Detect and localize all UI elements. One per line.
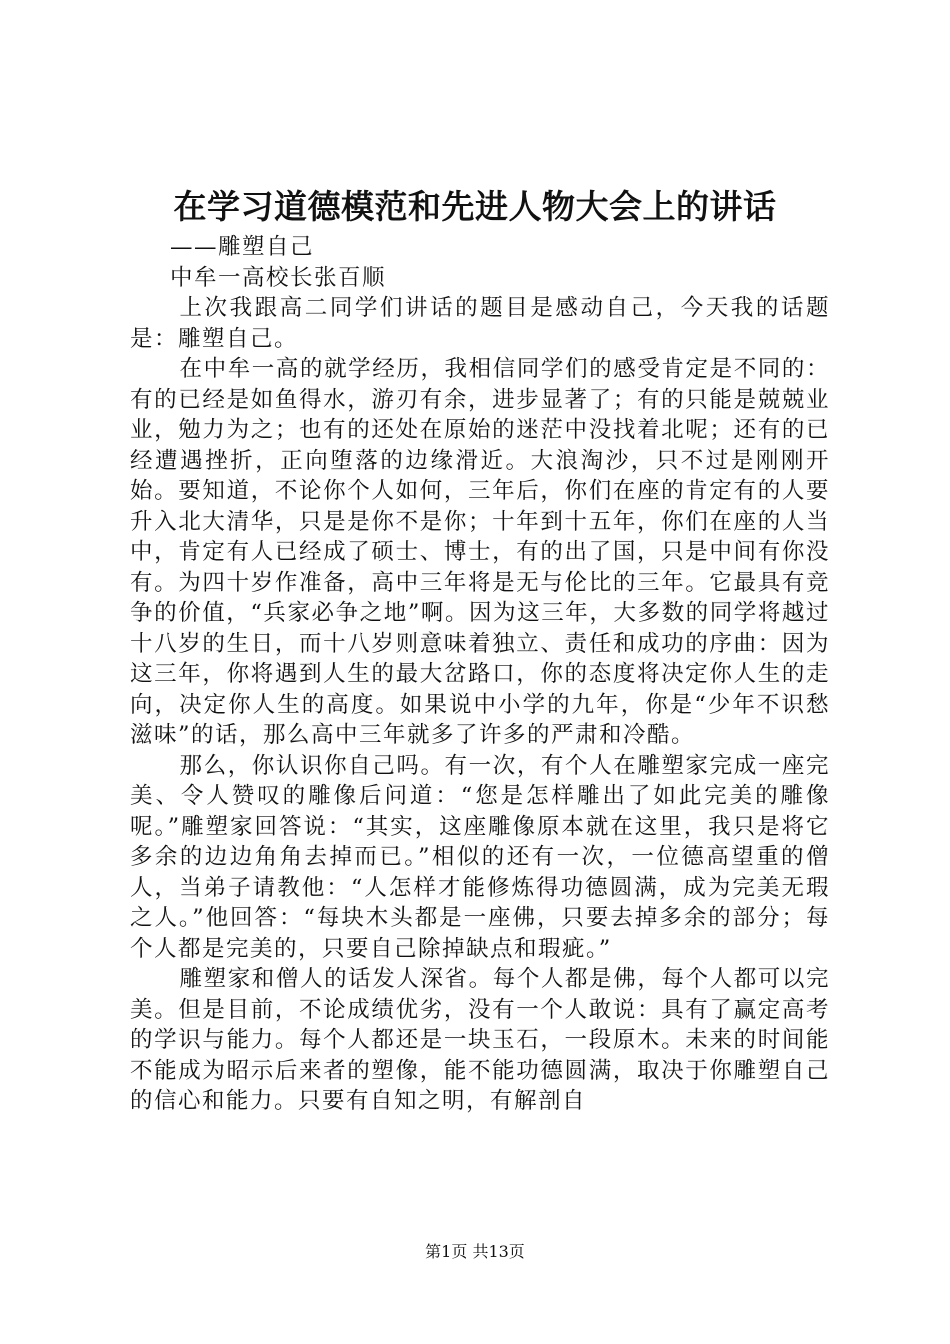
paragraph-4: 雕塑家和僧人的话发人深省。每个人都是佛，每个人都可以完美。但是目前，不论成绩优劣，没有一个人敢说：具有了赢定高考的学识与能力。每个人都还是一块玉石，一段原木。未来的时间能不能成为昭示后来者的塑像，能不能功德圆满，取决于你雕塑自己的信心和能力。只要有自知之明，有解剖自	[130, 966, 830, 1114]
document-body	[130, 232, 830, 1117]
author-line: 中牟一高校长张百顺	[170, 264, 387, 291]
page-footer: 第1页 共13页	[425, 1242, 525, 1261]
document-title: 在学习道德模范和先进人物大会上的讲话	[173, 187, 777, 226]
paragraph-3: 那么，你认识你自己吗。有一次，有个人在雕塑家完成一座完美、令人赞叹的雕像后问道：“您是怎样雕出了如此完美的雕像呢。”雕塑家回答说：“其实，这座雕像原本就在这里，我只是将它多余的边边角角去掉而已。”相似的还有一次，一位德高望重的僧人，当弟子请教他：“人怎样才能修炼得功德圆满，成为完美无瑕之人。”他回答：“每块木头都是一座佛，只要去掉多余的部分；每个人都是完美的，只要自己除掉缺点和瑕疵。”	[130, 752, 830, 962]
subtitle: ——雕塑自己	[170, 234, 315, 260]
paragraph-1: 上次我跟高二同学们讲话的题目是感动自己，今天我的话题是：雕塑自己。	[130, 295, 830, 352]
paragraph-2: 在中牟一高的就学经历，我相信同学们的感受肯定是不同的：有的已经是如鱼得水，游刃有余，进步显著了；有的只能是兢兢业业，勉力为之；也有的还处在原始的迷茫中没找着北呢；还有的已经遭遇挫折，正向堕落的边缘滑近。大浪淘沙，只不过是刚刚开始。要知道，不论你个人如何，三年后，你们在座的肯定有的人要升入北大清华，只是是你不是你；十年到十五年，你们在座的人当中，肯定有人已经成了硕士、博士，有的出了国，只是中间有你没有。为四十岁作准备，高中三年将是无与伦比的三年。它最具有竞争的价值，“兵家必争之地”啊。因为这三年，大多数的同学将越过十八岁的生日，而十八岁则意味着独立、责任和成功的序曲：因为这三年，你将遇到人生的最大岔路口，你的态度将决定你人生的走向，决定你人生的高度。如果说中小学的九年，你是“少年不识愁滋味”的话，那么高中三年就多了许多的严肃和冷酷。	[130, 356, 830, 748]
